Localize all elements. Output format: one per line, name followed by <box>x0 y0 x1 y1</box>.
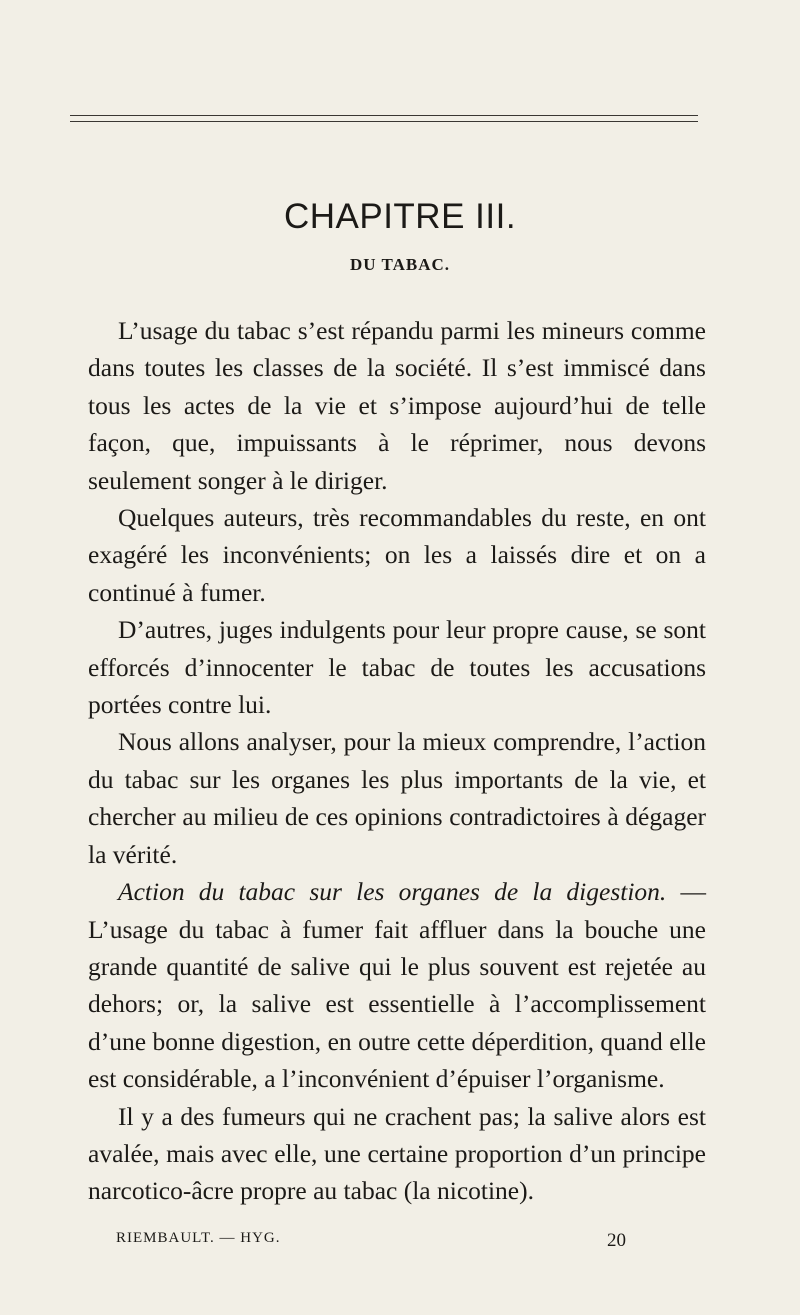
section-heading: Action du tabac sur les organes de la digestion. <box>118 877 667 907</box>
paragraph: Il y a des fumeurs qui ne crachent pas; la salive alors est avalée, mais avec elle, une certaine proportion d’un principe narcotico-âcre propre au tabac (la nicotine). <box>88 1101 706 1206</box>
paragraph: Quelques auteurs, très recommandables du reste, en ont exagéré les inconvénients; on les a laissés dire et on a continué à fumer. <box>88 503 706 607</box>
header-rule-bottom <box>70 121 698 122</box>
page-footer <box>116 1230 626 1252</box>
footer-signature: RIEMBAULT. — HYG. <box>116 1230 281 1246</box>
paragraph: Nous allons analyser, pour la mieux comprendre, l’action du tabac sur les organes les plus importants de la vie, et chercher au milieu de ces opinions contradictoires à dégager la vérité. <box>88 727 706 869</box>
header-rule-top <box>70 115 698 116</box>
paragraph: D’autres, juges indulgents pour leur propre cause, se sont efforcés d’innocenter le tabac de toutes les accusations portées contre lui. <box>88 615 706 720</box>
chapter-subtitle: DU TABAC. <box>350 255 450 274</box>
paragraph-with-heading <box>88 873 706 1097</box>
body-text <box>88 312 706 1210</box>
paragraph: L’usage du tabac s’est répandu parmi les mineurs comme dans toutes les classes de la société. Il s’est immiscé dans tous les actes de la vie et s’impose aujourd’hui de telle façon, que, impuissants à le réprimer, nous devons seulement songer à le diriger. <box>88 316 706 495</box>
chapter-title: CHAPITRE III. <box>283 197 517 236</box>
paragraph-text: — L’usage du tabac à fumer fait affluer dans la bouche une grande quantité de salive qui le plus souvent est rejetée au dehors; or, la salive est essentielle à l’accomplissement d’une bonne digestion, en outre cette déperdition, quand elle est considérable, a l’inconvénient d’épuiser l’organisme. <box>88 877 707 1094</box>
page-number: 20 <box>607 1230 626 1251</box>
